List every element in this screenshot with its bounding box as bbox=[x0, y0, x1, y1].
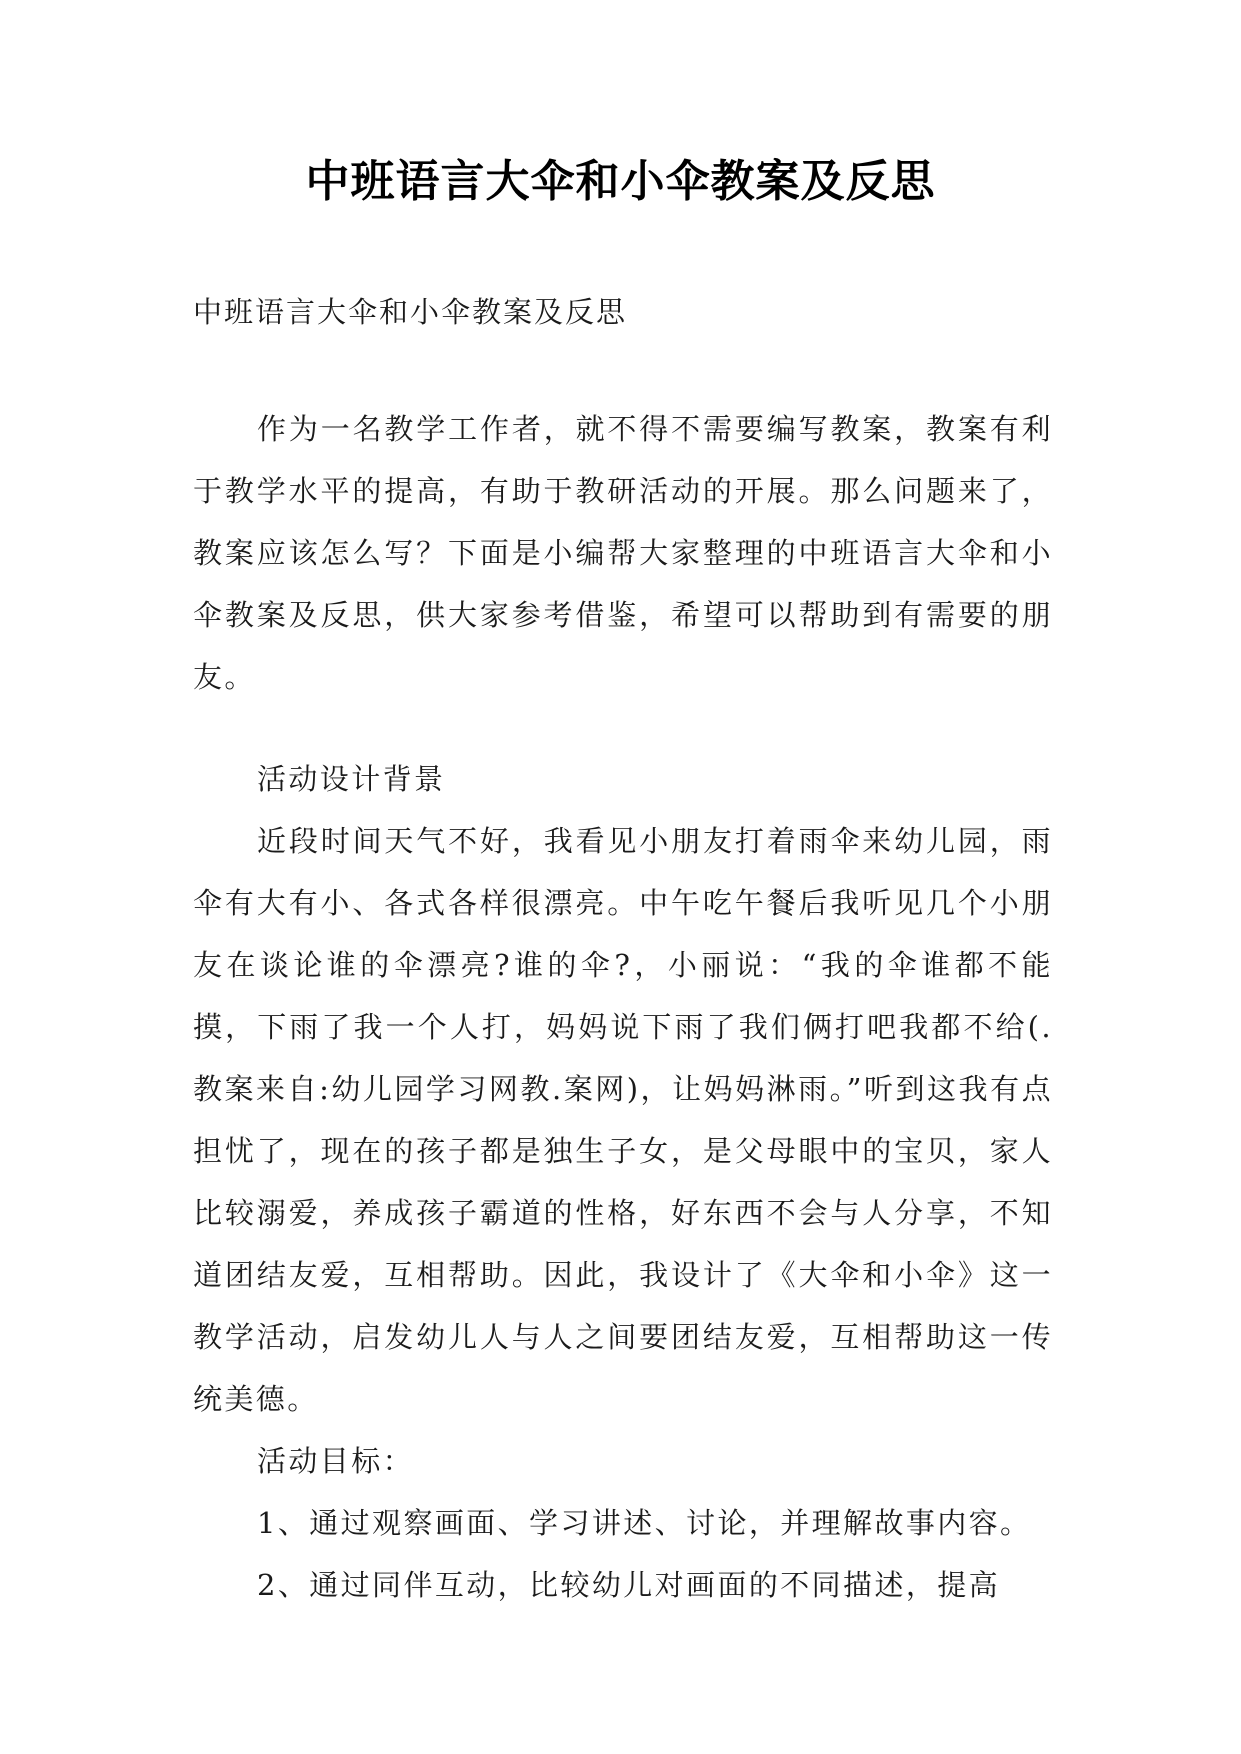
intro-paragraph: 作为一名教学工作者，就不得不需要编写教案，教案有利于教学水平的提高，有助于教研活动的开展。那么问题来了，教案应该怎么写？下面是小编帮大家整理的中班语言大伞和小伞教案及反思，供大家参考借鉴，希望可以帮助到有需要的朋友。 bbox=[193, 412, 1053, 694]
goals-heading: 活动目标： bbox=[257, 1444, 415, 1478]
goal-item-2: 2、通过同伴互动，比较幼儿对画面的不同描述，提高 bbox=[257, 1568, 1001, 1602]
activity-section bbox=[193, 748, 1053, 1616]
background-heading: 活动设计背景 bbox=[257, 762, 446, 796]
background-paragraph: 近段时间天气不好，我看见小朋友打着雨伞来幼儿园，雨伞有大有小、各式各样很漂亮。中午吃午餐后我听见几个小朋友在谈论谁的伞漂亮?谁的伞?，小丽说：“我的伞谁都不能摸，下雨了我一个人打，妈妈说下雨了我们俩打吧我都不给(.教案来自:幼儿园学习网教.案网)，让妈妈淋雨。”听到这我有点担忧了，现在的孩子都是独生子女，是父母眼中的宝贝，家人比较溺爱，养成孩子霸道的性格，好东西不会与人分享，不知道团结友爱，互相帮助。因此，我设计了《大伞和小伞》这一教学活动，启发幼儿人与人之间要团结友爱，互相帮助这一传统美德。 bbox=[193, 824, 1053, 1416]
goal-item-1: 1、通过观察画面、学习讲述、讨论，并理解故事内容。 bbox=[257, 1506, 1032, 1540]
document-subtitle: 中班语言大伞和小伞教案及反思 bbox=[193, 295, 628, 329]
intro-section bbox=[193, 398, 1053, 708]
document-title: 中班语言大伞和小伞教案及反思 bbox=[305, 156, 936, 207]
